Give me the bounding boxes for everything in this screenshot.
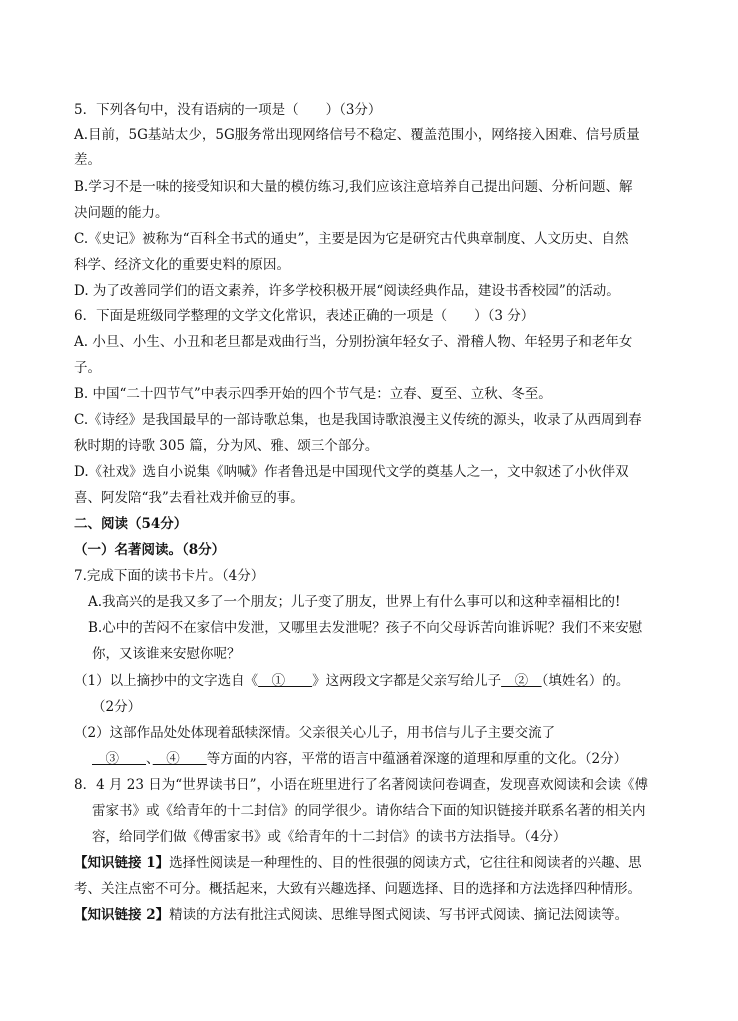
q7-excerpt-b-line1: B.心中的苦闷不在家信中发泄，又哪里去发泄呢？孩子不向父母诉苦向谁诉呢？我们不来安慰 bbox=[88, 620, 643, 636]
q6-option-c-line2: 秋时期的诗歌 305 篇，分为风、雅、颂三个部分。 bbox=[74, 438, 379, 454]
q7-part2-suffix: 等方面的内容，平常的语言中蕴涵着深邃的道理和厚重的文化。（2分） bbox=[206, 751, 628, 767]
q7-part1-prefix: （1）以上摘抄中的文字选自《 bbox=[74, 673, 259, 689]
blank-2: ② bbox=[501, 673, 542, 689]
q7-excerpt-b-line2: 你，又该谁来安慰你呢？ bbox=[92, 646, 241, 662]
q6-option-a-line1: A. 小旦、小生、小丑和老旦都是戏曲行当，分别扮演年轻女子、滑稽人物、年轻男子和老年女 bbox=[74, 334, 633, 350]
q7-part1-middle: 》这两段文字都是父亲写给儿子 bbox=[312, 673, 502, 689]
q5-option-b-line2: 决问题的能力。 bbox=[74, 205, 169, 221]
blank-4: ④ bbox=[152, 751, 207, 767]
q5-option-d: D. 为了改善同学们的语文素养，许多学校积极开展“阅读经典作品，建设书香校园”的活动。 bbox=[74, 283, 620, 299]
q8-line1: 8．4 月 23 日为“世界读书日”，小语在班里进行了名著阅读问卷调查，发现喜欢阅读和会读《傅 bbox=[74, 777, 649, 793]
blank-3: ③ bbox=[92, 751, 146, 767]
q5-option-c-line1: C.《史记》被称为“百科全书式的通史”，主要是因为它是研究古代典章制度、人文历史、自然 bbox=[74, 231, 629, 247]
q8-line2: 雷家书》或《给青年的十二封信》的同学很少。请你结合下面的知识链接并联系名著的相关内 bbox=[92, 803, 646, 819]
q6-stem: 6．下面是班级同学整理的文学文化常识，表述正确的一项是（ ）（3 分） bbox=[74, 308, 535, 324]
q5-option-a-line2: 差。 bbox=[74, 152, 101, 168]
q7-excerpt-a: A.我高兴的是我又多了一个朋友；儿子变了朋友，世界上有什么事可以和这种幸福相比的! bbox=[88, 594, 621, 610]
knowledge-link-1-line2: 考、关注点密不可分。概括起来，大致有兴趣选择、问题选择、目的选择和方法选择四种情形。 bbox=[74, 881, 641, 897]
q7-part1 bbox=[74, 671, 629, 691]
q6-option-d-line1: D.《社戏》选自小说集《呐喊》作者鲁迅是中国现代文学的奠基人之一，文中叙述了小伙伴双 bbox=[74, 464, 629, 480]
knowledge-link-2-label: 【知识链接 2】 bbox=[74, 907, 170, 923]
knowledge-link-2 bbox=[74, 905, 628, 925]
q7-part2-line1: （2）这部作品处处体现着舐犊深情。父亲很关心儿子，用书信与儿子主要交流了 bbox=[74, 725, 556, 741]
blank-1: ① bbox=[258, 673, 313, 689]
q5-stem: 5．下列各句中，没有语病的一项是（ ）（3分） bbox=[74, 102, 382, 118]
q7-stem: 7.完成下面的读书卡片。（4分） bbox=[74, 568, 265, 584]
q6-option-a-line2: 子。 bbox=[74, 360, 101, 376]
q6-option-d-line2: 喜、阿发陪“我”去看社戏并偷豆的事。 bbox=[74, 490, 304, 506]
q7-part1-score: （2分） bbox=[92, 699, 142, 715]
q5-option-a-line1: A.目前，5G基站太少，5G服务常出现网络信号不稳定、覆盖范围小，网络接入困难、信号质量 bbox=[74, 127, 640, 143]
q7-part1-suffix: （填姓名）的。 bbox=[541, 673, 630, 689]
q6-option-b: B. 中国“二十四节气”中表示四季开始的四个节气是：立春、夏至、立秋、冬至。 bbox=[74, 386, 552, 402]
knowledge-link-1 bbox=[74, 853, 642, 873]
q5-option-b-line1: B.学习不是一味的接受知识和大量的模仿练习,我们应该注意培养自己提出问题、分析问题、解 bbox=[74, 179, 633, 195]
knowledge-link-1-text: 选择性阅读是一种理性的、目的性很强的阅读方式，它往往和阅读者的兴趣、思 bbox=[169, 855, 642, 871]
section-subtitle: （一）名著阅读。（8分） bbox=[74, 542, 226, 558]
knowledge-link-1-label: 【知识链接 1】 bbox=[74, 855, 170, 871]
knowledge-link-2-text: 精读的方法有批注式阅读、思维导图式阅读、写书评式阅读、摘记法阅读等。 bbox=[169, 907, 629, 923]
section-title: 二、阅读（54分） bbox=[74, 516, 188, 532]
q8-line3: 容，给同学们做《傅雷家书》或《给青年的十二封信》的读书方法指导。（4分） bbox=[92, 829, 567, 845]
blank-separator: 、 bbox=[146, 751, 153, 767]
q5-option-c-line2: 科学、经济文化的重要史料的原因。 bbox=[74, 257, 290, 273]
q6-option-c-line1: C.《诗经》是我国最早的一部诗歌总集，也是我国诗歌浪漫主义传统的源头，收录了从西周到春 bbox=[74, 412, 642, 428]
q7-part2-line2 bbox=[92, 749, 627, 769]
